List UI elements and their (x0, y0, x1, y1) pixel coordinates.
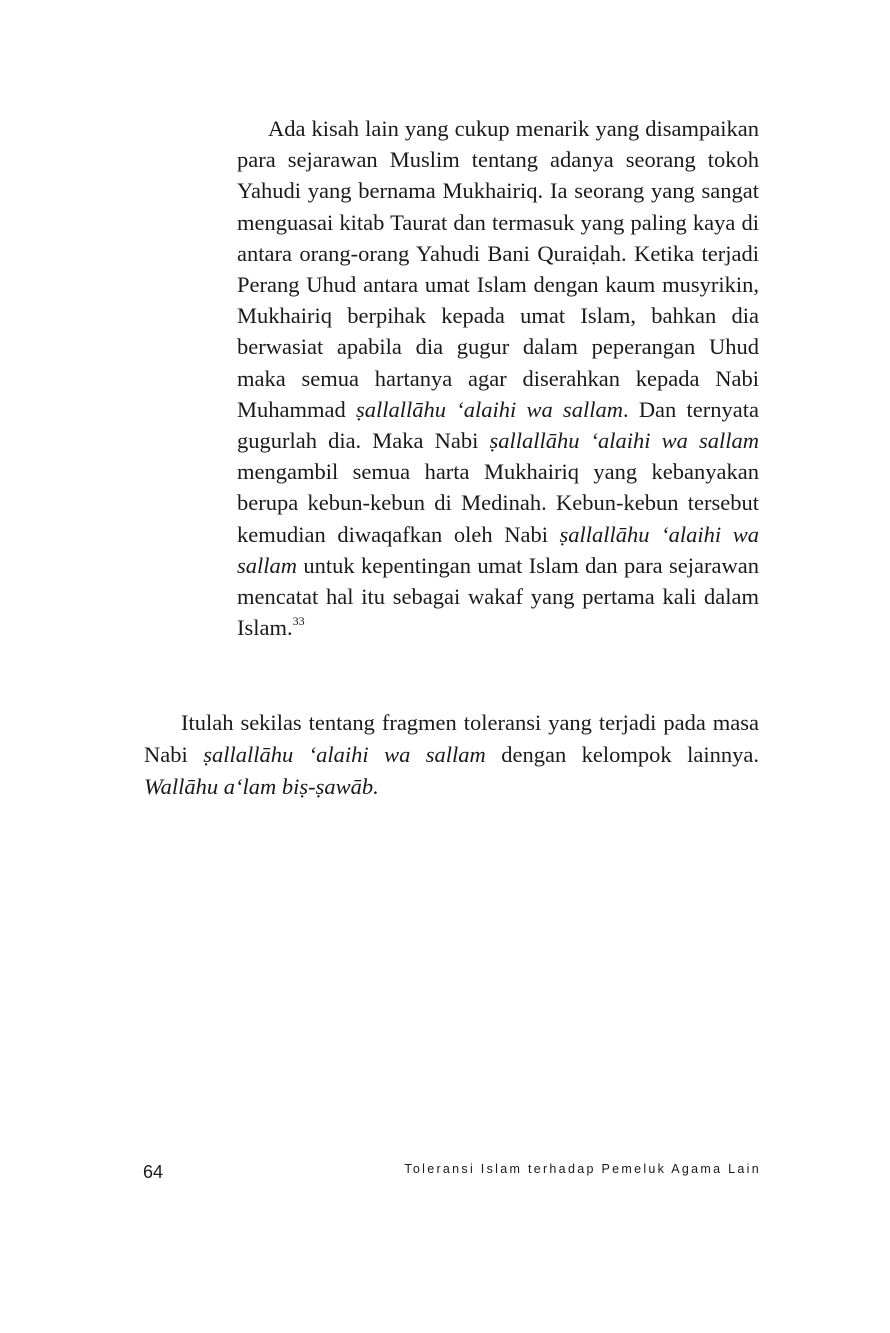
quote-text-4: untuk kepentingan umat Islam dan para sejarawan mencatat hal itu sebagai wakaf yang pertama kali dalam Islam. (237, 552, 759, 641)
indented-quote-paragraph (237, 113, 759, 643)
closing-text-1: Itulah sekilas tentang fragmen toleransi yang terjadi pada masa Nabi (144, 710, 759, 767)
honorific-phrase: ṣallallāhu ‘alaihi wa sallam (237, 521, 760, 578)
closing-paragraph (144, 707, 759, 803)
closing-formula: Wallāhu a‘lam biṣ-ṣawāb. (144, 774, 379, 799)
running-footer-title: Toleransi Islam terhadap Pemeluk Agama Lain (404, 1162, 761, 1176)
honorific-phrase: ṣallallāhu ‘alaihi wa sallam (203, 742, 486, 767)
quote-text-2: . Dan ternyata gugurlah dia. Maka Nabi (237, 396, 759, 454)
footnote-reference[interactable]: 33 (292, 613, 305, 628)
honorific-phrase: ṣallallāhu ‘alaihi wa sallam (355, 396, 623, 422)
quote-text-3: mengambil semua harta Mukhairiq yang kebanyakan berupa kebun-kebun di Medinah. Kebun-kebun tersebut kemudian diwaqafkan oleh Nabi (237, 459, 759, 547)
closing-text-2: dengan kelompok lainnya. (485, 742, 759, 767)
page-number: 64 (143, 1162, 164, 1182)
quote-text-1: Ada kisah lain yang cukup menarik yang disampaikan para sejarawan Muslim tentang adanya seorang tokoh Yahudi yang bernama Mukhairiq. Ia seorang yang sangat menguasai kitab Taurat dan termasuk yang paling kaya di antara orang-orang Yahudi Bani Quraiḍah. Ketika terjadi Perang Uhud antara umat Islam dengan kaum musyrikin, Mukhairiq berpihak kepada umat Islam, bahkan dia berwasiat apabila dia gugur dalam peperangan Uhud maka semua hartanya agar diserahkan kepada Nabi Muhammad (237, 116, 759, 422)
honorific-phrase: ṣallallāhu ‘alaihi wa sallam (489, 428, 759, 454)
